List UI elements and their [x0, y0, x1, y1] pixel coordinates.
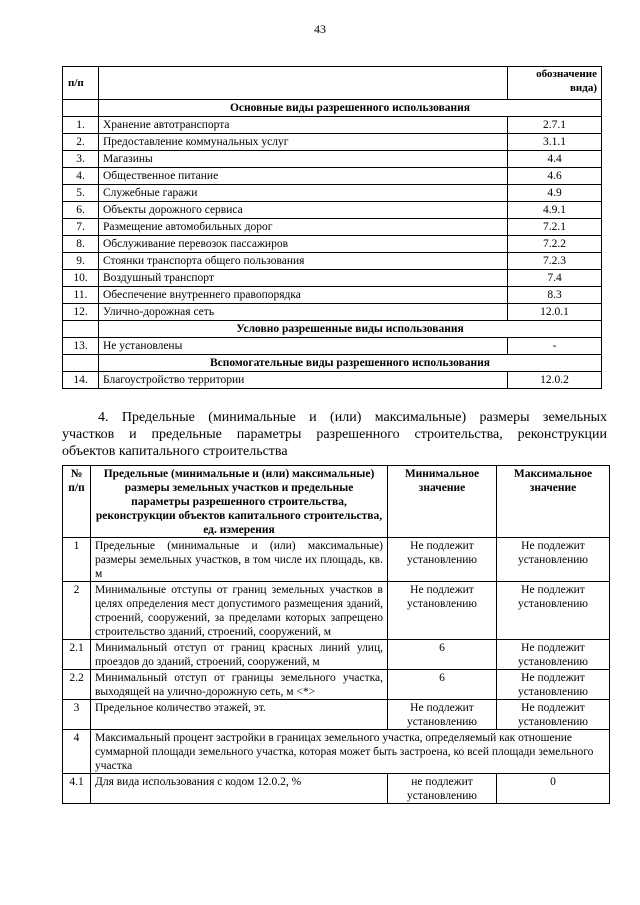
limit-parameters-table: [62, 465, 610, 804]
row-desc: Максимальный процент застройки в границах земельного участка, определяемый как отношение суммарной площади земельного участка, которая может быть застроена, ко всей площади земельного участка: [91, 730, 610, 774]
table-row: [63, 774, 610, 804]
row-desc: Для вида использования с кодом 12.0.2, %: [91, 774, 388, 804]
row-num: 4.1: [63, 774, 91, 804]
table-row: [63, 253, 602, 270]
table-row: [63, 185, 602, 202]
row-name: Воздушный транспорт: [99, 270, 508, 287]
table-row: [63, 236, 602, 253]
row-code: 7.4: [508, 270, 602, 287]
row-min: Не подлежит установлению: [388, 582, 497, 640]
row-name: Объекты дорожного сервиса: [99, 202, 508, 219]
table-header-row: [63, 67, 602, 100]
table-row: [63, 640, 610, 670]
row-max: Не подлежит установлению: [497, 640, 610, 670]
row-code: 12.0.2: [508, 372, 602, 389]
row-num: 7.: [63, 219, 99, 236]
section-title: Основные виды разрешенного использования: [99, 100, 602, 117]
header-code: обозначение вида): [508, 67, 602, 100]
row-num: 14.: [63, 372, 99, 389]
table-row: [63, 270, 602, 287]
row-num: 2.2: [63, 670, 91, 700]
row-min: Не подлежит установлению: [388, 538, 497, 582]
row-code: 7.2.3: [508, 253, 602, 270]
row-desc: Минимальный отступ от границ красных линий улиц, проездов до зданий, строений, сооружений, м: [91, 640, 388, 670]
row-desc: Предельные (минимальные и (или) максимальные) размеры земельных участков, в том числе их площадь, кв. м: [91, 538, 388, 582]
row-num: 8.: [63, 236, 99, 253]
row-name: Служебные гаражи: [99, 185, 508, 202]
permitted-use-table: [62, 66, 602, 389]
section-row-main: [63, 100, 602, 117]
row-name: Улично-дорожная сеть: [99, 304, 508, 321]
row-min: 6: [388, 640, 497, 670]
row-code: 4.9: [508, 185, 602, 202]
header-desc: Предельные (минимальные и (или) максимальные) размеры земельных участков и предельные параметры разрешенного строительства, реконструкции объектов капитального строительства, ед. измерения: [91, 466, 388, 538]
row-desc: Минимальные отступы от границ земельных участков в целях определения мест допустимого размещения зданий, строений, сооружений, за пределами которых запрещено строительство зданий, строений, сооружений, м: [91, 582, 388, 640]
section-row-auxiliary: [63, 355, 602, 372]
row-code: 8.3: [508, 287, 602, 304]
table-row: [63, 168, 602, 185]
table-row: [63, 538, 610, 582]
row-code: 2.7.1: [508, 117, 602, 134]
header-max: Максимальное значение: [497, 466, 610, 538]
table-row: [63, 730, 610, 774]
row-code: 12.0.1: [508, 304, 602, 321]
row-name: Обслуживание перевозок пассажиров: [99, 236, 508, 253]
paragraph-line: 4. Предельные (минимальные и (или) максимальные) размеры земельных: [98, 410, 607, 425]
row-min: 6: [388, 670, 497, 700]
row-name: Благоустройство территории: [99, 372, 508, 389]
row-min: Не подлежит установлению: [388, 700, 497, 730]
header-num: п/п: [63, 67, 99, 100]
row-code: 7.2.1: [508, 219, 602, 236]
section-title: Условно разрешенные виды использования: [99, 321, 602, 338]
row-num: 6.: [63, 202, 99, 219]
row-num: 2: [63, 582, 91, 640]
row-code: 4.6: [508, 168, 602, 185]
row-max: Не подлежит установлению: [497, 670, 610, 700]
table-row: [63, 151, 602, 168]
row-max: Не подлежит установлению: [497, 582, 610, 640]
table-header-row: [63, 466, 610, 538]
row-max: 0: [497, 774, 610, 804]
section-title: Вспомогательные виды разрешенного использования: [99, 355, 602, 372]
paragraph-line: участков и предельные параметры разрешенного строительства, реконструкции: [62, 427, 607, 442]
header-min: Минимальное значение: [388, 466, 497, 538]
row-num: 13.: [63, 338, 99, 355]
row-desc: Предельное количество этажей, эт.: [91, 700, 388, 730]
page-number: 43: [314, 22, 326, 36]
section-4-paragraph: [62, 409, 607, 460]
row-num: 1: [63, 538, 91, 582]
row-desc: Минимальный отступ от границы земельного участка, выходящей на улично-дорожную сеть, м <*>: [91, 670, 388, 700]
row-num: 11.: [63, 287, 99, 304]
row-code: -: [508, 338, 602, 355]
table-row: [63, 670, 610, 700]
row-num: 4.: [63, 168, 99, 185]
table-row: [63, 219, 602, 236]
paragraph-line: объектов капитального строительства: [62, 444, 288, 459]
row-max: Не подлежит установлению: [497, 538, 610, 582]
table-row: [63, 287, 602, 304]
row-num: 2.1: [63, 640, 91, 670]
header-name: [99, 67, 508, 100]
row-num: 12.: [63, 304, 99, 321]
row-num: 1.: [63, 117, 99, 134]
row-num: 4: [63, 730, 91, 774]
row-name: Общественное питание: [99, 168, 508, 185]
row-num: 3: [63, 700, 91, 730]
row-num: 2.: [63, 134, 99, 151]
table-row: [63, 372, 602, 389]
row-name: Магазины: [99, 151, 508, 168]
table-row: [63, 304, 602, 321]
row-code: 7.2.2: [508, 236, 602, 253]
row-num: 9.: [63, 253, 99, 270]
table-row: [63, 134, 602, 151]
row-name: Размещение автомобильных дорог: [99, 219, 508, 236]
row-name: Не установлены: [99, 338, 508, 355]
row-code: 4.9.1: [508, 202, 602, 219]
table-row: [63, 338, 602, 355]
row-num: 10.: [63, 270, 99, 287]
row-max: Не подлежит установлению: [497, 700, 610, 730]
row-name: Стоянки транспорта общего пользования: [99, 253, 508, 270]
row-num: 5.: [63, 185, 99, 202]
row-code: 3.1.1: [508, 134, 602, 151]
table-row: [63, 117, 602, 134]
row-min: не подлежит установлению: [388, 774, 497, 804]
row-name: Обеспечение внутреннего правопорядка: [99, 287, 508, 304]
row-code: 4.4: [508, 151, 602, 168]
table-row: [63, 582, 610, 640]
section-row-conditional: [63, 321, 602, 338]
row-name: Предоставление коммунальных услуг: [99, 134, 508, 151]
row-num: 3.: [63, 151, 99, 168]
row-name: Хранение автотранспорта: [99, 117, 508, 134]
table-row: [63, 700, 610, 730]
header-num: № п/п: [63, 466, 91, 538]
table-row: [63, 202, 602, 219]
